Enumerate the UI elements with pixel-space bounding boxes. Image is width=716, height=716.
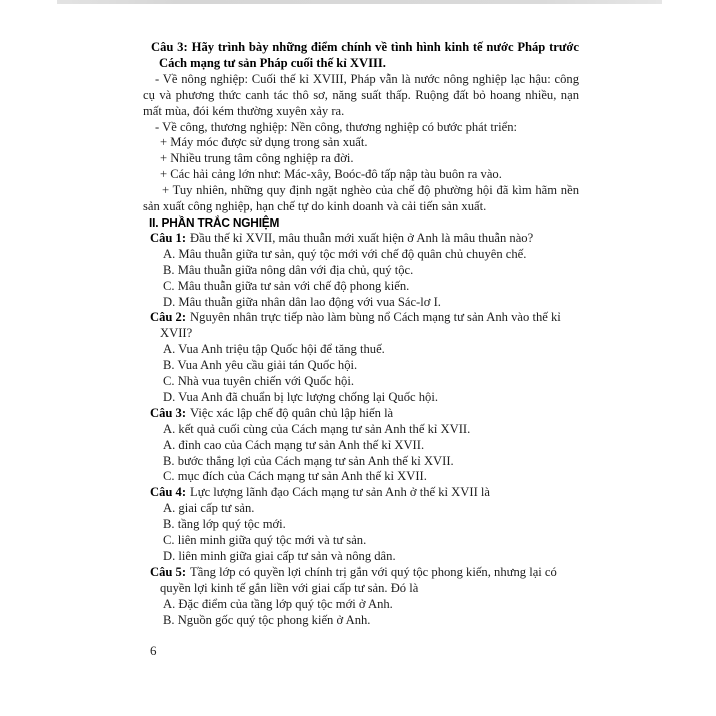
essay-answer-paragraph: - Về nông nghiệp: Cuối thế kỉ XVIII, Pháp vẫn là nước nông nghiệp lạc hậu: công cụ và phương thức canh tác thô sơ, năng suất thấp. Ruộng đất bỏ hoang nhiều, nạn mất mùa, đói kém thường xuyên xảy ra. — [143, 71, 579, 118]
essay-closing-paragraph: + Tuy nhiên, những quy định ngặt nghèo của chế độ phường hội đã kìm hãm nền sản xuất công nghiệp, hạn chế tự do kinh doanh và cải tiến sản xuất. — [143, 183, 579, 214]
essay-bullet-item: + Các hải cảng lớn như: Mác-xây, Boóc-đô tấp nập tàu buôn ra vào. — [160, 167, 502, 182]
option-item: B. tầng lớp quý tộc mới. — [163, 517, 286, 532]
question-text: Lực lượng lãnh đạo Cách mạng tư sản Anh ở thế kỉ XVII là — [190, 485, 490, 500]
option-item: A. đỉnh cao của Cách mạng tư sản Anh thế kỉ XVII. — [163, 437, 425, 452]
question-line — [150, 230, 579, 247]
question-block — [143, 310, 579, 405]
option-item: D. Mâu thuẫn giữa nhân dân lao động với vua Sác-lơ I. — [163, 294, 441, 309]
question-block — [143, 231, 579, 311]
question-list — [143, 231, 579, 629]
option-item: A. Đặc điểm của tầng lớp quý tộc mới ở Anh. — [163, 596, 393, 611]
option-item: A. Mâu thuẫn giữa tư sản, quý tộc mới với chế độ quân chủ chuyên chế. — [163, 246, 527, 261]
question-block — [143, 565, 579, 629]
option-item: A. kết quả cuối cùng của Cách mạng tư sản Anh thế kỉ XVII. — [163, 421, 471, 436]
option-item: D. liên minh giữa giai cấp tư sản và nông dân. — [163, 549, 396, 563]
option-item: B. Vua Anh yêu cầu giải tán Quốc hội. — [163, 358, 358, 373]
option-item: A. giai cấp tư sản. — [163, 501, 255, 516]
essay-bullet-item: + Máy móc được sử dụng trong sản xuất. — [160, 135, 368, 150]
essay-bullet-item: + Nhiều trung tâm công nghiệp ra đời. — [160, 151, 354, 166]
section-heading — [149, 215, 579, 231]
question-text: Nguyên nhân trực tiếp nào làm bùng nổ Cách mạng tư sản Anh vào thế kỉ XVII? — [160, 310, 561, 341]
question-block — [143, 406, 579, 486]
question-line — [150, 564, 579, 597]
option-item: B. Mâu thuẫn giữa nông dân với địa chủ, quý tộc. — [163, 262, 414, 277]
question-label: Câu 1: — [150, 230, 187, 245]
scan-edge-artifact — [57, 0, 662, 4]
essay-bullet-list — [143, 135, 579, 183]
option-item: A. Vua Anh triệu tập Quốc hội để tăng thuế. — [163, 342, 385, 357]
question-label: Câu 3: — [150, 405, 187, 420]
option-item: B. bước thắng lợi của Cách mạng tư sản Anh thế kỉ XVII. — [163, 453, 454, 468]
question-line — [150, 405, 579, 422]
question-line — [150, 310, 579, 342]
question-label: Câu 5: — [150, 564, 187, 579]
essay-question — [151, 40, 579, 72]
option-item: C. mục đích của Cách mạng tư sản Anh thế kỉ XVII. — [163, 469, 427, 484]
option-item: B. Nguồn gốc quý tộc phong kiến ở Anh. — [163, 612, 371, 627]
option-item: D. Vua Anh đã chuẩn bị lực lượng chống lại Quốc hội. — [163, 389, 438, 404]
question-label: Câu 2: — [150, 310, 187, 325]
question-label: Câu 4: — [150, 485, 187, 500]
section-heading-text: II. PHẦN TRẮC NGHIỆM — [149, 214, 280, 230]
option-item: C. liên minh giữa quý tộc mới và tư sản. — [163, 533, 367, 548]
page-number: 6 — [150, 642, 157, 658]
option-item: C. Nhà vua tuyên chiến với Quốc hội. — [163, 374, 354, 389]
question-text: Việc xác lập chế độ quân chủ lập hiến là — [190, 405, 394, 420]
essay-answer-paragraph: - Về công, thương nghiệp: Nền công, thương nghiệp có bước phát triển: — [155, 119, 517, 134]
question-text: Đầu thế kỉ XVII, mâu thuẫn mới xuất hiện ở Anh là mâu thuẫn nào? — [190, 230, 534, 245]
question-line — [150, 485, 579, 501]
essay-question-label: Câu 3: — [151, 40, 188, 54]
question-text: Tầng lớp có quyền lợi chính trị gắn với quý tộc phong kiến, nhưng lại có quyền lợi kinh tế gắn liền với giai cấp tư sản. Đó là — [160, 564, 557, 595]
essay-question-text: Hãy trình bày những điểm chính về tình hình kinh tế nước Pháp trước Cách mạng tư sản Pháp cuối thế kỉ XVIII. — [159, 40, 579, 70]
option-item: C. Mâu thuẫn giữa tư sản với chế độ phong kiến. — [163, 278, 410, 293]
question-block — [143, 485, 579, 565]
page-content — [143, 40, 579, 658]
